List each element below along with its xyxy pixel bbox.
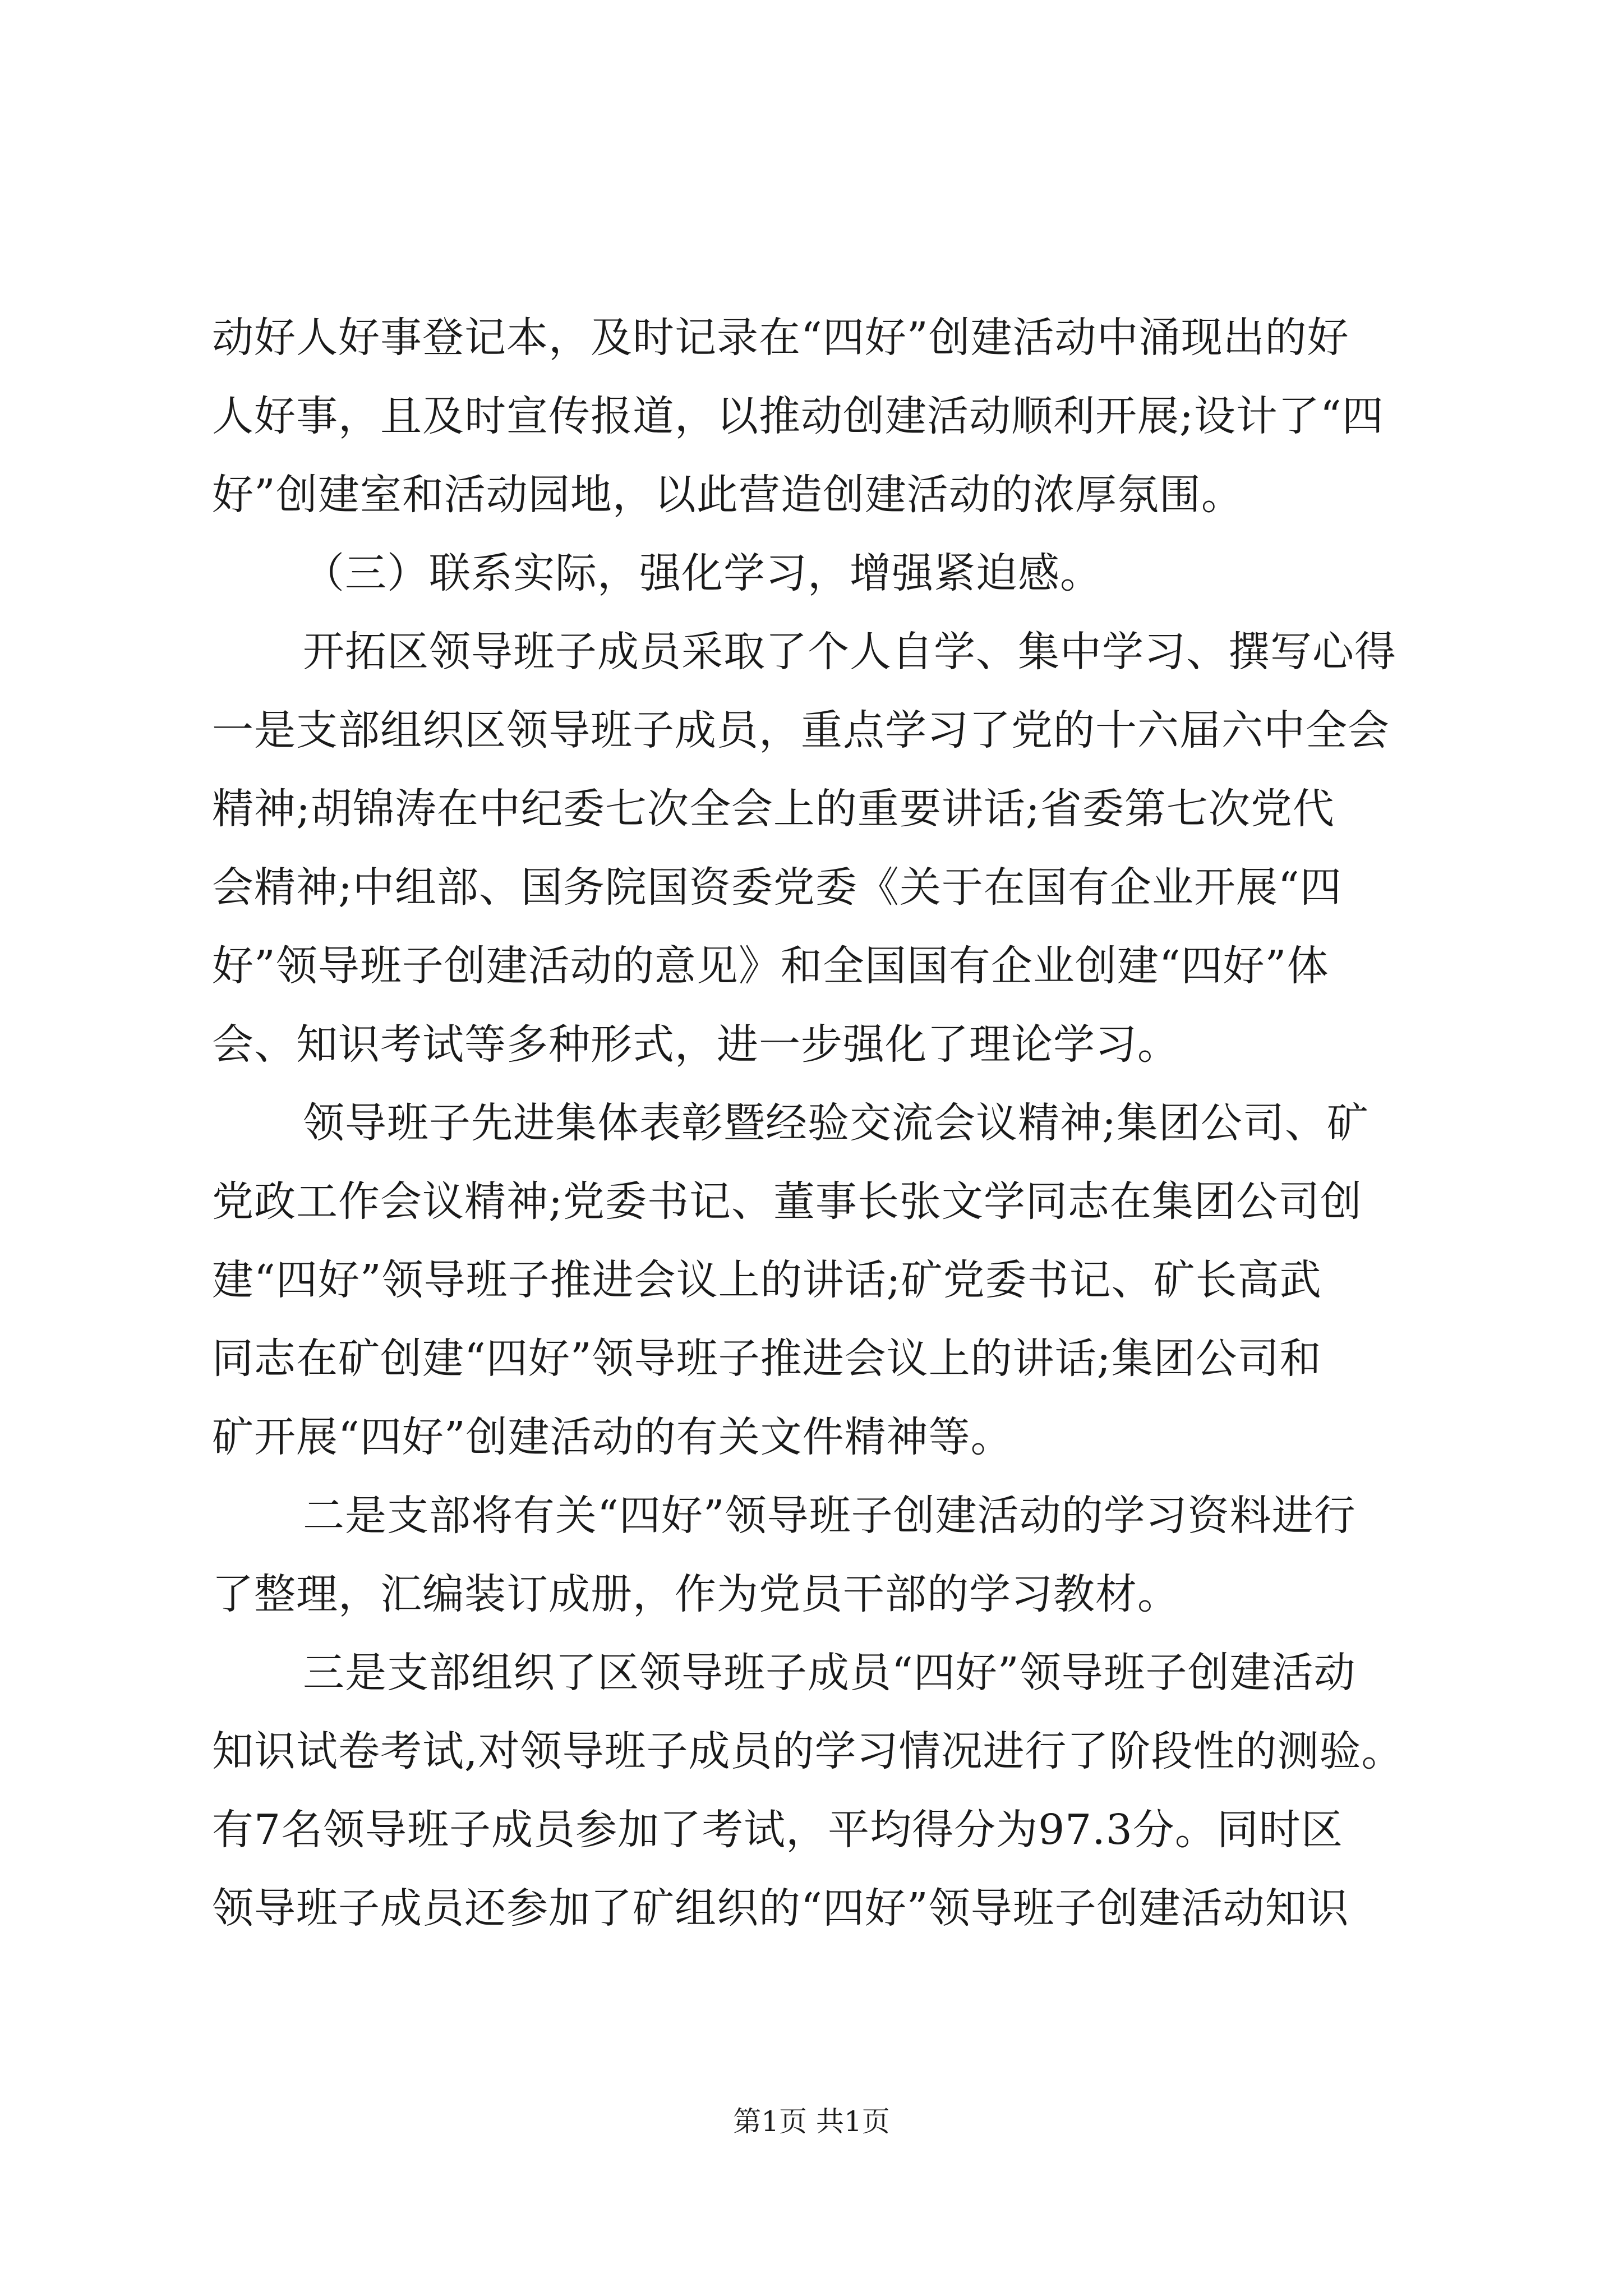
text-line: 动好人好事登记本，及时记录在“四好”创建活动中涌现出的好 [212, 314, 1349, 362]
text-line: 有7名领导班子成员参加了考试，平均得分为97.3分。同时区 [212, 1806, 1343, 1854]
text-line: 知识试卷考试,对领导班子成员的学习情况进行了阶段性的测验。 [212, 1727, 1404, 1775]
text-line: 好”创建室和活动园地，以此营造创建活动的浓厚氛围。 [212, 471, 1243, 519]
text-line: 开拓区领导班子成员采取了个人自学、集中学习、撰写心得 [303, 628, 1396, 676]
text-line: 一是支部组织区领导班子成员，重点学习了党的十六届六中全会 [212, 706, 1390, 754]
text-line: 会精神;中组部、国务院国资委党委《关于在国有企业开展“四 [212, 863, 1342, 912]
text-line: 会、知识考试等多种形式，进一步强化了理论学习。 [212, 1020, 1179, 1069]
text-line: 精神;胡锦涛在中纪委七次全会上的重要讲话;省委第七次党代 [212, 785, 1335, 833]
text-line: 好”领导班子创建活动的意见》和全国国有企业创建“四好”体 [212, 942, 1329, 990]
text-line: 二是支部将有关“四好”领导班子创建活动的学习资料进行 [303, 1492, 1356, 1540]
text-line: 建“四好”领导班子推进会议上的讲话;矿党委书记、矿长高武 [212, 1256, 1322, 1304]
section-heading: （三）联系实际，强化学习，增强紧迫感。 [303, 549, 1102, 597]
text-line: 人好事，且及时宣传报道，以推动创建活动顺利开展;设计了“四 [212, 392, 1384, 440]
text-line: 了整理，汇编装订成册，作为党员干部的学习教材。 [212, 1570, 1179, 1618]
text-line: 领导班子先进集体表彰暨经验交流会议精神;集团公司、矿 [303, 1099, 1369, 1147]
text-line: 同志在矿创建“四好”领导班子推进会议上的讲话;集团公司和 [212, 1335, 1322, 1383]
text-line: 矿开展“四好”创建活动的有关文件精神等。 [212, 1413, 1013, 1461]
text-line: 党政工作会议精神;党委书记、董事长张文学同志在集团公司创 [212, 1177, 1362, 1226]
page-footer: 第1页 共1页 [733, 2105, 890, 2138]
text-line: 三是支部组织了区领导班子成员“四好”领导班子创建活动 [303, 1649, 1356, 1697]
text-line: 领导班子成员还参加了矿组织的“四好”领导班子创建活动知识 [212, 1884, 1349, 1932]
